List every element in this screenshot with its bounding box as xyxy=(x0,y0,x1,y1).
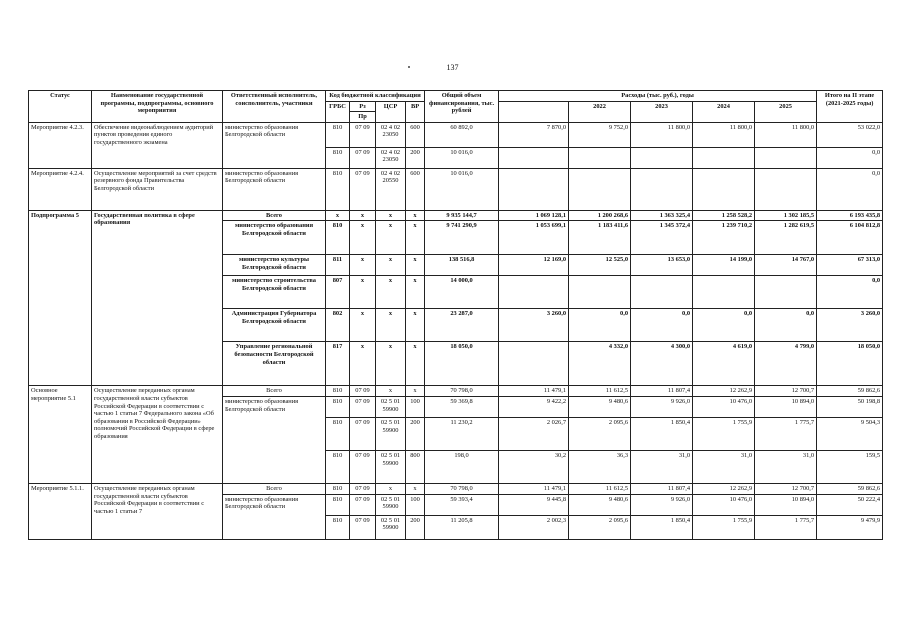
cell-vr: 100 xyxy=(406,396,425,417)
cell-total: 50 198,8 xyxy=(817,396,883,417)
cell-vol: 10 016,0 xyxy=(425,168,499,210)
cell-y2024: 1 755,9 xyxy=(693,515,755,539)
cell-y2022: 11 612,5 xyxy=(569,386,631,397)
header-2023: 2023 xyxy=(631,101,693,122)
cell-total: 0,0 xyxy=(817,276,883,309)
cell-exec: министерство образования Белгородской области xyxy=(223,396,326,483)
cell-y2023: 0,0 xyxy=(631,309,693,342)
cell-vol: 23 287,0 xyxy=(425,309,499,342)
cell-vr: x xyxy=(406,221,425,255)
cell-y2023: 9 926,0 xyxy=(631,396,693,417)
cell-y2023: 11 807,4 xyxy=(631,483,693,494)
cell-name: Осуществление переданных органам государственной власти субъектов Российской Федерации в соответствии с частью 1 статьи 7 Федерального закона «Об образовании в Российской Федерации» полномочий Российской Федерации в сфере образования xyxy=(92,386,223,484)
header-rz: Рз xyxy=(350,101,376,112)
cell-csr: 02 5 01 59900 xyxy=(376,515,406,539)
cell-rz: x xyxy=(350,276,376,309)
cell-y2025: 1 302 185,5 xyxy=(755,210,817,221)
cell-exec: министерство образования Белгородской области xyxy=(223,494,326,539)
cell-y2022: 1 200 268,6 xyxy=(569,210,631,221)
scan-dot xyxy=(408,66,410,68)
header-2024: 2024 xyxy=(693,101,755,122)
cell-vr: x xyxy=(406,255,425,276)
cell-y2024: 1 239 710,2 xyxy=(693,221,755,255)
cell-y2025: 31,0 xyxy=(755,450,817,483)
cell-rz: x xyxy=(350,309,376,342)
cell-total: 67 313,0 xyxy=(817,255,883,276)
cell-y2025: 10 894,0 xyxy=(755,494,817,515)
cell-name: Государственная политика в сфере образования xyxy=(92,210,223,386)
cell-grbs: 810 xyxy=(326,168,350,210)
cell-y2024: 10 476,0 xyxy=(693,396,755,417)
cell-y2023: 13 653,0 xyxy=(631,255,693,276)
cell-grbs: 817 xyxy=(326,342,350,386)
cell-y2021: 3 260,0 xyxy=(499,309,569,342)
cell-vr: x xyxy=(406,386,425,397)
cell-y2025: 11 800,0 xyxy=(755,122,817,147)
cell-y2024: 0,0 xyxy=(693,309,755,342)
cell-y2021 xyxy=(499,168,569,210)
cell-csr: 02 4 02 23050 xyxy=(376,122,406,147)
cell-y2023: 1 850,4 xyxy=(631,417,693,450)
header-vr: ВР xyxy=(406,101,425,122)
cell-exec: Администрация Губернатора Белгородской области xyxy=(223,309,326,342)
cell-csr: x xyxy=(376,342,406,386)
cell-vol: 138 516,8 xyxy=(425,255,499,276)
cell-grbs: 810 xyxy=(326,515,350,539)
budget-table xyxy=(28,90,883,540)
cell-y2021: 2 002,3 xyxy=(499,515,569,539)
table-row xyxy=(29,122,883,147)
cell-total: 3 260,0 xyxy=(817,309,883,342)
cell-rz: 07 09 xyxy=(350,386,376,397)
cell-rz: x xyxy=(350,342,376,386)
cell-grbs: 807 xyxy=(326,276,350,309)
cell-y2023: 4 300,0 xyxy=(631,342,693,386)
cell-csr: x xyxy=(376,309,406,342)
cell-vr: x xyxy=(406,342,425,386)
cell-total: 59 862,6 xyxy=(817,386,883,397)
cell-y2023: 1 363 325,4 xyxy=(631,210,693,221)
cell-y2021: 12 169,0 xyxy=(499,255,569,276)
header-csr: ЦСР xyxy=(376,101,406,122)
cell-y2022: 9 480,6 xyxy=(569,396,631,417)
cell-y2024: 1 755,9 xyxy=(693,417,755,450)
cell-vol: 14 000,0 xyxy=(425,276,499,309)
cell-rz: 07 09 xyxy=(350,168,376,210)
cell-csr: 02 5 01 59900 xyxy=(376,417,406,450)
cell-grbs: 810 xyxy=(326,417,350,450)
cell-vr: x xyxy=(406,276,425,309)
cell-rz: 07 09 xyxy=(350,147,376,168)
cell-vol: 11 205,8 xyxy=(425,515,499,539)
cell-name: Обеспечение видеонаблюдением аудиторий пунктов проведения единого государственного экзамена xyxy=(92,122,223,168)
cell-y2024: 1 258 528,2 xyxy=(693,210,755,221)
cell-y2021: 1 053 699,1 xyxy=(499,221,569,255)
table-body xyxy=(29,122,883,539)
cell-vr: 800 xyxy=(406,450,425,483)
cell-rz: 07 09 xyxy=(350,122,376,147)
cell-grbs: 810 xyxy=(326,450,350,483)
cell-status: Подпрограмма 5 xyxy=(29,210,92,386)
cell-y2024: 12 262,9 xyxy=(693,386,755,397)
cell-total: 0,0 xyxy=(817,168,883,210)
cell-y2025: 1 775,7 xyxy=(755,417,817,450)
header-status: Статус xyxy=(29,91,92,123)
cell-y2021 xyxy=(499,276,569,309)
cell-exec: министерство культуры Белгородской области xyxy=(223,255,326,276)
cell-total: 9 504,3 xyxy=(817,417,883,450)
table-row xyxy=(29,168,883,210)
header-2022: 2022 xyxy=(569,101,631,122)
cell-vol: 59 369,8 xyxy=(425,396,499,417)
cell-y2021 xyxy=(499,342,569,386)
cell-exec: министерство образования Белгородской области xyxy=(223,122,326,168)
cell-vol: 9 741 290,9 xyxy=(425,221,499,255)
cell-y2022 xyxy=(569,147,631,168)
cell-y2024: 10 476,0 xyxy=(693,494,755,515)
cell-y2021: 9 445,8 xyxy=(499,494,569,515)
cell-y2022: 9 480,6 xyxy=(569,494,631,515)
cell-y2024 xyxy=(693,147,755,168)
header-name: Наименование государственной программы, подпрограммы, основного мероприятия xyxy=(92,91,223,123)
cell-vol: 59 393,4 xyxy=(425,494,499,515)
cell-y2025: 10 894,0 xyxy=(755,396,817,417)
cell-vol: 10 016,0 xyxy=(425,147,499,168)
cell-total: 18 050,0 xyxy=(817,342,883,386)
table-header xyxy=(29,91,883,123)
cell-vr: 600 xyxy=(406,168,425,210)
cell-vr: x xyxy=(406,210,425,221)
cell-total: 59 862,6 xyxy=(817,483,883,494)
cell-status: Мероприятие 4.2.4. xyxy=(29,168,92,210)
cell-rz: 07 09 xyxy=(350,483,376,494)
cell-exec: министерство образования Белгородской области xyxy=(223,168,326,210)
cell-grbs: 810 xyxy=(326,386,350,397)
cell-y2025: 12 700,7 xyxy=(755,386,817,397)
cell-y2021: 9 422,2 xyxy=(499,396,569,417)
cell-vol: 60 892,0 xyxy=(425,122,499,147)
cell-y2022: 4 332,0 xyxy=(569,342,631,386)
cell-grbs: 810 xyxy=(326,147,350,168)
cell-exec: Всего xyxy=(223,483,326,494)
cell-status: Основное мероприятие 5.1 xyxy=(29,386,92,484)
cell-y2025: 1 775,7 xyxy=(755,515,817,539)
cell-total: 53 022,0 xyxy=(817,122,883,147)
cell-vr: 200 xyxy=(406,147,425,168)
cell-y2022: 12 525,0 xyxy=(569,255,631,276)
cell-vr: x xyxy=(406,309,425,342)
cell-y2023: 9 926,0 xyxy=(631,494,693,515)
cell-rz: 07 09 xyxy=(350,417,376,450)
cell-y2021: 2 026,7 xyxy=(499,417,569,450)
cell-rz: 07 09 xyxy=(350,450,376,483)
cell-y2023: 1 345 372,4 xyxy=(631,221,693,255)
cell-csr: x xyxy=(376,276,406,309)
cell-rz: 07 09 xyxy=(350,396,376,417)
cell-y2024: 12 262,9 xyxy=(693,483,755,494)
header-year-blank xyxy=(499,101,569,122)
cell-y2024: 11 800,0 xyxy=(693,122,755,147)
table-row xyxy=(29,483,883,494)
cell-csr: 02 4 02 20550 xyxy=(376,168,406,210)
cell-rz: 07 09 xyxy=(350,494,376,515)
cell-exec: министерство строительства Белгородской области xyxy=(223,276,326,309)
cell-y2024: 4 619,0 xyxy=(693,342,755,386)
cell-grbs: 810 xyxy=(326,483,350,494)
cell-y2025 xyxy=(755,147,817,168)
cell-csr: x xyxy=(376,483,406,494)
cell-y2022: 2 095,6 xyxy=(569,515,631,539)
header-executor: Ответственный исполнитель, соисполнитель, участники xyxy=(223,91,326,123)
cell-total: 0,0 xyxy=(817,147,883,168)
cell-vol: 198,0 xyxy=(425,450,499,483)
cell-total: 6 104 812,8 xyxy=(817,221,883,255)
cell-y2022 xyxy=(569,276,631,309)
cell-y2022 xyxy=(569,168,631,210)
cell-y2025 xyxy=(755,276,817,309)
header-budget-code: Код бюджетной классификации xyxy=(326,91,425,102)
page-number: 137 xyxy=(446,63,459,72)
cell-rz: 07 09 xyxy=(350,515,376,539)
cell-name: Осуществление переданных органам государственной власти субъектов Российской Федерации в соответствии с частью 1 статьи 7 xyxy=(92,483,223,539)
cell-y2024 xyxy=(693,168,755,210)
cell-total: 159,5 xyxy=(817,450,883,483)
cell-y2023: 11 807,4 xyxy=(631,386,693,397)
cell-grbs: 802 xyxy=(326,309,350,342)
cell-total: 6 193 435,8 xyxy=(817,210,883,221)
cell-y2021: 1 069 128,1 xyxy=(499,210,569,221)
cell-y2024: 31,0 xyxy=(693,450,755,483)
cell-vol: 11 230,2 xyxy=(425,417,499,450)
cell-csr: 02 5 01 59900 xyxy=(376,450,406,483)
cell-csr: 02 5 01 59900 xyxy=(376,494,406,515)
cell-rz: x xyxy=(350,255,376,276)
table-row xyxy=(29,386,883,397)
cell-exec: Управление региональной безопасности Белгородской области xyxy=(223,342,326,386)
cell-status: Мероприятие 4.2.3. xyxy=(29,122,92,168)
cell-csr: x xyxy=(376,210,406,221)
cell-y2023 xyxy=(631,168,693,210)
cell-y2022: 11 612,5 xyxy=(569,483,631,494)
cell-y2025: 12 700,7 xyxy=(755,483,817,494)
header-pr: Пр xyxy=(350,112,376,123)
cell-rz: x xyxy=(350,210,376,221)
cell-vol: 70 798,0 xyxy=(425,483,499,494)
cell-csr: x xyxy=(376,221,406,255)
header-expenses: Расходы (тыс. руб.), годы xyxy=(499,91,817,102)
cell-y2022: 0,0 xyxy=(569,309,631,342)
cell-y2024 xyxy=(693,276,755,309)
cell-vol: 18 050,0 xyxy=(425,342,499,386)
cell-grbs: x xyxy=(326,210,350,221)
cell-exec: Всего xyxy=(223,210,326,221)
table-row xyxy=(29,210,883,221)
cell-vr: 100 xyxy=(406,494,425,515)
cell-y2023: 1 850,4 xyxy=(631,515,693,539)
cell-vol: 9 935 144,7 xyxy=(425,210,499,221)
header-total-stage: Итого на II этапе (2021-2025 годы) xyxy=(817,91,883,123)
cell-y2023: 31,0 xyxy=(631,450,693,483)
cell-grbs: 810 xyxy=(326,494,350,515)
cell-name: Осуществление мероприятий за счет средств резервного фонда Правительства Белгородской области xyxy=(92,168,223,210)
cell-y2022: 2 095,6 xyxy=(569,417,631,450)
cell-grbs: 810 xyxy=(326,122,350,147)
cell-grbs: 811 xyxy=(326,255,350,276)
header-2025: 2025 xyxy=(755,101,817,122)
cell-y2025: 1 282 619,5 xyxy=(755,221,817,255)
cell-y2025 xyxy=(755,168,817,210)
header-grbs: ГРБС xyxy=(326,101,350,122)
cell-total: 50 222,4 xyxy=(817,494,883,515)
cell-vr: x xyxy=(406,483,425,494)
cell-y2021 xyxy=(499,147,569,168)
cell-y2025: 14 767,0 xyxy=(755,255,817,276)
cell-y2022: 1 183 411,6 xyxy=(569,221,631,255)
cell-csr: 02 5 01 59900 xyxy=(376,396,406,417)
cell-exec: министерство образования Белгородской области xyxy=(223,221,326,255)
cell-csr: 02 4 02 23050 xyxy=(376,147,406,168)
cell-y2021: 11 479,1 xyxy=(499,386,569,397)
cell-rz: x xyxy=(350,221,376,255)
cell-vr: 200 xyxy=(406,515,425,539)
cell-csr: x xyxy=(376,386,406,397)
cell-y2021: 7 870,0 xyxy=(499,122,569,147)
cell-vol: 70 798,0 xyxy=(425,386,499,397)
cell-y2021: 11 479,1 xyxy=(499,483,569,494)
cell-grbs: 810 xyxy=(326,221,350,255)
cell-y2023 xyxy=(631,147,693,168)
cell-y2021: 30,2 xyxy=(499,450,569,483)
cell-total: 9 479,9 xyxy=(817,515,883,539)
cell-csr: x xyxy=(376,255,406,276)
header-total-volume: Общий объем финансирования, тыс. рублей xyxy=(425,91,499,123)
cell-y2024: 14 199,0 xyxy=(693,255,755,276)
cell-vr: 200 xyxy=(406,417,425,450)
cell-vr: 600 xyxy=(406,122,425,147)
cell-status: Мероприятие 5.1.1. xyxy=(29,483,92,539)
cell-grbs: 810 xyxy=(326,396,350,417)
cell-y2022: 9 752,0 xyxy=(569,122,631,147)
cell-y2025: 4 799,0 xyxy=(755,342,817,386)
cell-exec: Всего xyxy=(223,386,326,397)
cell-y2023 xyxy=(631,276,693,309)
cell-y2022: 36,3 xyxy=(569,450,631,483)
cell-y2023: 11 800,0 xyxy=(631,122,693,147)
cell-y2025: 0,0 xyxy=(755,309,817,342)
